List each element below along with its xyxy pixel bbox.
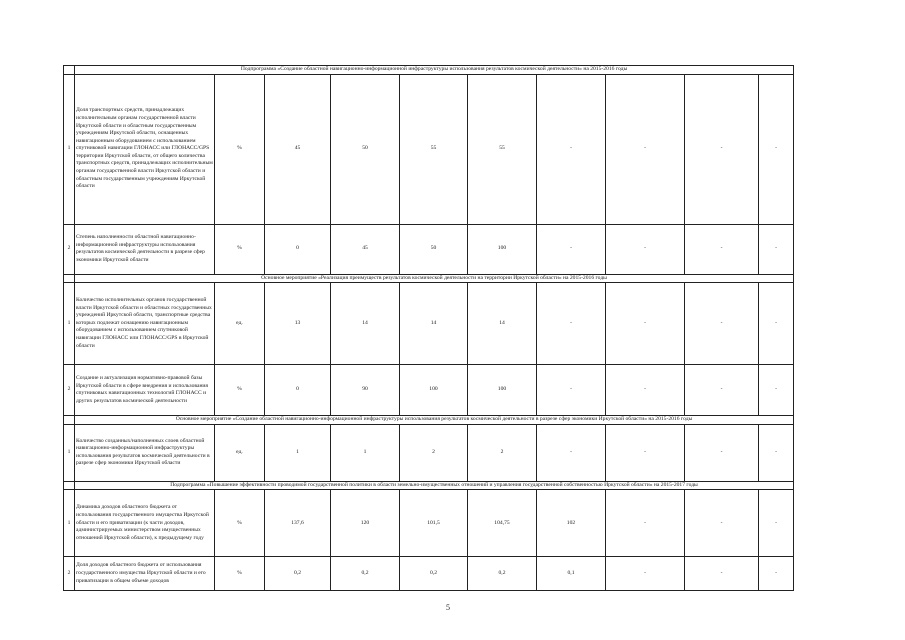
table-row xyxy=(64,557,794,591)
value-cell: 104,75 xyxy=(468,490,537,557)
value-cell: - xyxy=(537,74,606,224)
value-cell: - xyxy=(606,283,685,365)
value-cell: 0 xyxy=(265,224,331,274)
value-cell: - xyxy=(759,557,794,591)
table-row xyxy=(64,283,794,365)
indicator-name: Количество созданных/наполненных слоев областной навигационно-информационной инфраструктуры использования результатов космической деятельности в разрезе сфер экономики Иркутской области xyxy=(75,424,215,481)
value-cell: 2 xyxy=(400,424,468,481)
unit-cell: % xyxy=(215,224,265,274)
section-spacer-cell xyxy=(64,481,75,490)
value-cell: 2 xyxy=(468,424,537,481)
row-number: 2 xyxy=(64,557,75,591)
row-number: 2 xyxy=(64,365,75,416)
section-heading: Основное мероприятие «Создание областной навигационно-информационной инфраструктуры использования результатов космической деятельности в разрезе сфер экономики Иркутской области» на 2015-2016 годы xyxy=(75,416,794,425)
value-cell: 1 xyxy=(331,424,400,481)
value-cell: 55 xyxy=(400,74,468,224)
value-cell: 102 xyxy=(537,490,606,557)
section-heading: Подпрограмма «Создание областной навигационно-информационной инфраструктуры использования результатов космической деятельности» на 2015-2016 годы xyxy=(75,66,794,75)
indicator-name: Степень наполненности областной навигационно-информационной инфраструктуры использования результатов космической деятельности в разрезе сфер экономики Иркутской области xyxy=(75,224,215,274)
value-cell: - xyxy=(685,424,759,481)
indicator-name: Доля доходов областного бюджета от использования государственного имущества Иркутской области и его приватизации в общем объеме доходов xyxy=(75,557,215,591)
table-row xyxy=(64,490,794,557)
value-cell: - xyxy=(685,74,759,224)
value-cell: 101,5 xyxy=(400,490,468,557)
indicator-name: Создание и актуализация нормативно-правовой базы Иркутской области в сфере внедрения и использования спутниковых навигационных технологий ГЛОНАСС и других результатов космической деятельности xyxy=(75,365,215,416)
value-cell: - xyxy=(537,424,606,481)
value-cell: 120 xyxy=(331,490,400,557)
row-number: 1 xyxy=(64,490,75,557)
value-cell: - xyxy=(685,365,759,416)
value-cell: 100 xyxy=(468,224,537,274)
table-body xyxy=(64,66,794,591)
value-cell: - xyxy=(685,283,759,365)
value-cell: 14 xyxy=(468,283,537,365)
value-cell: - xyxy=(537,283,606,365)
unit-cell: % xyxy=(215,365,265,416)
value-cell: 0,2 xyxy=(468,557,537,591)
value-cell: - xyxy=(537,224,606,274)
value-cell: 100 xyxy=(468,365,537,416)
value-cell: 14 xyxy=(331,283,400,365)
value-cell: 55 xyxy=(468,74,537,224)
section-heading: Основное мероприятие «Реализация преимуществ результатов космической деятельности на территории Иркутской области» на 2015-2016 годы xyxy=(75,274,794,283)
row-number: 1 xyxy=(64,74,75,224)
page-number: 5 xyxy=(446,603,450,612)
value-cell: 14 xyxy=(400,283,468,365)
unit-cell: % xyxy=(215,557,265,591)
section-spacer-cell xyxy=(64,66,75,75)
value-cell: - xyxy=(759,365,794,416)
value-cell: 0,1 xyxy=(537,557,606,591)
value-cell: - xyxy=(759,490,794,557)
row-number: 1 xyxy=(64,424,75,481)
value-cell: 45 xyxy=(265,74,331,224)
value-cell: - xyxy=(606,74,685,224)
value-cell: - xyxy=(606,557,685,591)
indicators-table xyxy=(63,65,794,591)
value-cell: - xyxy=(606,224,685,274)
value-cell: 0,2 xyxy=(331,557,400,591)
value-cell: 50 xyxy=(400,224,468,274)
value-cell: - xyxy=(685,224,759,274)
value-cell: - xyxy=(759,424,794,481)
table-row xyxy=(64,224,794,274)
value-cell: 45 xyxy=(331,224,400,274)
value-cell: - xyxy=(606,424,685,481)
section-header-row xyxy=(64,416,794,425)
unit-cell: % xyxy=(215,490,265,557)
value-cell: - xyxy=(537,365,606,416)
value-cell: - xyxy=(606,365,685,416)
indicator-name: Динамика доходов областного бюджета от использования государственного имущества Иркутской области и его приватизации (к части доходов, администрируемых министерством имущественных отношений Иркутской области), к предыдущему году xyxy=(75,490,215,557)
value-cell: 0 xyxy=(265,365,331,416)
indicator-name: Количество исполнительных органов государственной власти Иркутской области и областных государственных учреждений Иркутской области, транспортные средства которых подлежат оснащению навигационным оборудованием с использованием спутниковой навигации ГЛОНАСС или ГЛОНАСС/GPS в Иркутской области xyxy=(75,283,215,365)
unit-cell: ед. xyxy=(215,424,265,481)
value-cell: 13 xyxy=(265,283,331,365)
value-cell: 50 xyxy=(331,74,400,224)
row-number: 1 xyxy=(64,283,75,365)
value-cell: - xyxy=(685,557,759,591)
section-spacer-cell xyxy=(64,416,75,425)
value-cell: 100 xyxy=(400,365,468,416)
section-spacer-cell xyxy=(64,274,75,283)
value-cell: 137,6 xyxy=(265,490,331,557)
value-cell: - xyxy=(759,224,794,274)
value-cell: - xyxy=(685,490,759,557)
value-cell: 90 xyxy=(331,365,400,416)
value-cell: - xyxy=(759,283,794,365)
unit-cell: ед. xyxy=(215,283,265,365)
value-cell: - xyxy=(606,490,685,557)
indicator-name: Доля транспортных средств, принадлежащих исполнительным органам государственной власти Иркутской области и областным государственным учреждениям Иркутской области, оснащенных навигационным оборудованием с использованием спутниковой навигации ГЛОНАСС или ГЛОНАСС/GPS территории Иркутской области, от общего количества транспортных средств, принадлежащих исполнительным органам государственной власти Иркутской области и областным государственным учреждениям Иркутской области xyxy=(75,74,215,224)
unit-cell: % xyxy=(215,74,265,224)
table-row xyxy=(64,365,794,416)
row-number: 2 xyxy=(64,224,75,274)
section-header-row xyxy=(64,66,794,75)
value-cell: - xyxy=(759,74,794,224)
table-row xyxy=(64,424,794,481)
value-cell: 1 xyxy=(265,424,331,481)
section-header-row xyxy=(64,274,794,283)
value-cell: 0,2 xyxy=(400,557,468,591)
table-row xyxy=(64,74,794,224)
value-cell: 0,2 xyxy=(265,557,331,591)
section-heading: Подпрограмма «Повышение эффективности проводимой государственной политики в области земельно-имущественных отношений и управления государственной собственностью Иркутской области» на 2015-2017 годы xyxy=(75,481,794,490)
section-header-row xyxy=(64,481,794,490)
